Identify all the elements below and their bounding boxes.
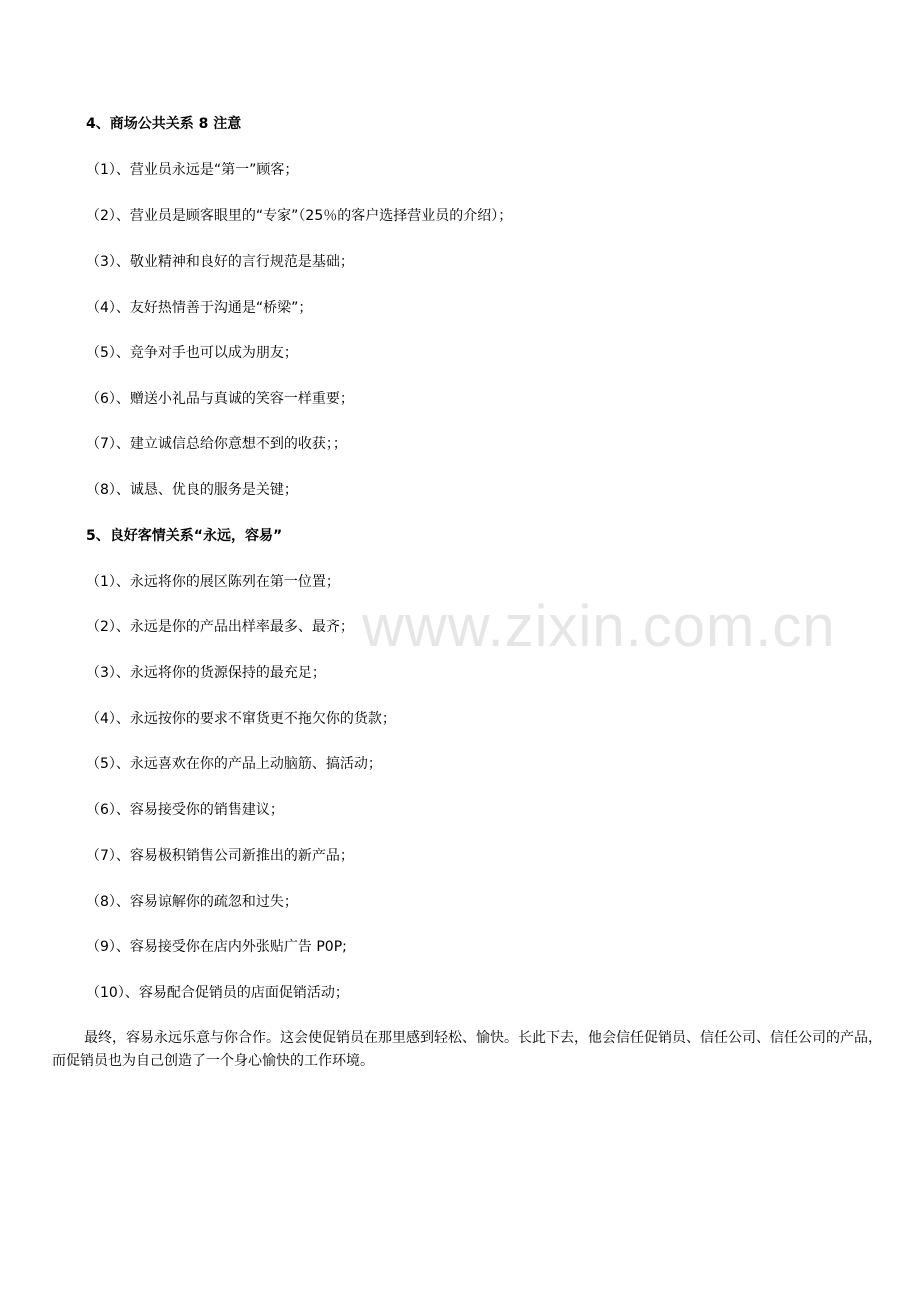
section-4-heading: 4、商场公共关系 8 注意 — [86, 116, 242, 132]
section-4-item-7: （7）、建立诚信总给你意想不到的收获；； — [86, 436, 347, 452]
section-5-item-8: （8）、容易谅解你的疏忽和过失； — [86, 894, 298, 910]
section-4-item-8: （8）、诚恳、优良的服务是关键； — [86, 482, 298, 498]
section-5-item-6: （6）、容易接受你的销售建议； — [86, 802, 284, 818]
section-4-item-1: （1）、营业员永远是“第一”顾客； — [86, 162, 299, 178]
section-5-item-3: （3）、永远将你的货源保持的最充足； — [86, 665, 326, 681]
section-5-item-4: （4）、永远按你的要求不窜货更不拖欠你的货款； — [86, 711, 396, 727]
section-5-item-9: （9）、容易接受你在店内外张贴广告 P0P; — [86, 939, 347, 955]
section-5-item-1: （1）、永远将你的展区陈列在第一位置； — [86, 574, 340, 590]
section-5-item-10: （10）、容易配合促销员的店面促销活动； — [86, 985, 349, 1001]
section-4-item-4: （4）、友好热情善于沟通是“桥梁”； — [86, 300, 313, 316]
watermark: www.zixin.com.cn — [362, 594, 836, 659]
section-5-item-7: （7）、容易极积销售公司新推出的新产品； — [86, 848, 354, 864]
section-5-item-5: （5）、永远喜欢在你的产品上动脑筋、搞活动； — [86, 756, 382, 772]
section-4-item-2: （2）、营业员是顾客眼里的“专家”（25％的客户选择营业员的介绍）； — [86, 208, 513, 224]
closing-paragraph: 最终，容易永远乐意与你合作。这会使促销员在那里感到轻松、愉快。长此下去，他会信任促销员、信任公司、信任公司的产品，而促销员也为自己创造了一个身心愉快的工作环境。 — [52, 1030, 882, 1069]
section-5-item-2: （2）、永远是你的产品出样率最多、最齐； — [86, 619, 354, 635]
section-4-item-5: （5）、竞争对手也可以成为朋友； — [86, 345, 298, 361]
section-4-item-3: （3）、敬业精神和良好的言行规范是基础； — [86, 254, 354, 270]
section-5-heading: 5、良好客情关系“永远，容易” — [86, 528, 283, 544]
section-4-item-6: （6）、赠送小礼品与真诚的笑容一样重要； — [86, 391, 354, 407]
